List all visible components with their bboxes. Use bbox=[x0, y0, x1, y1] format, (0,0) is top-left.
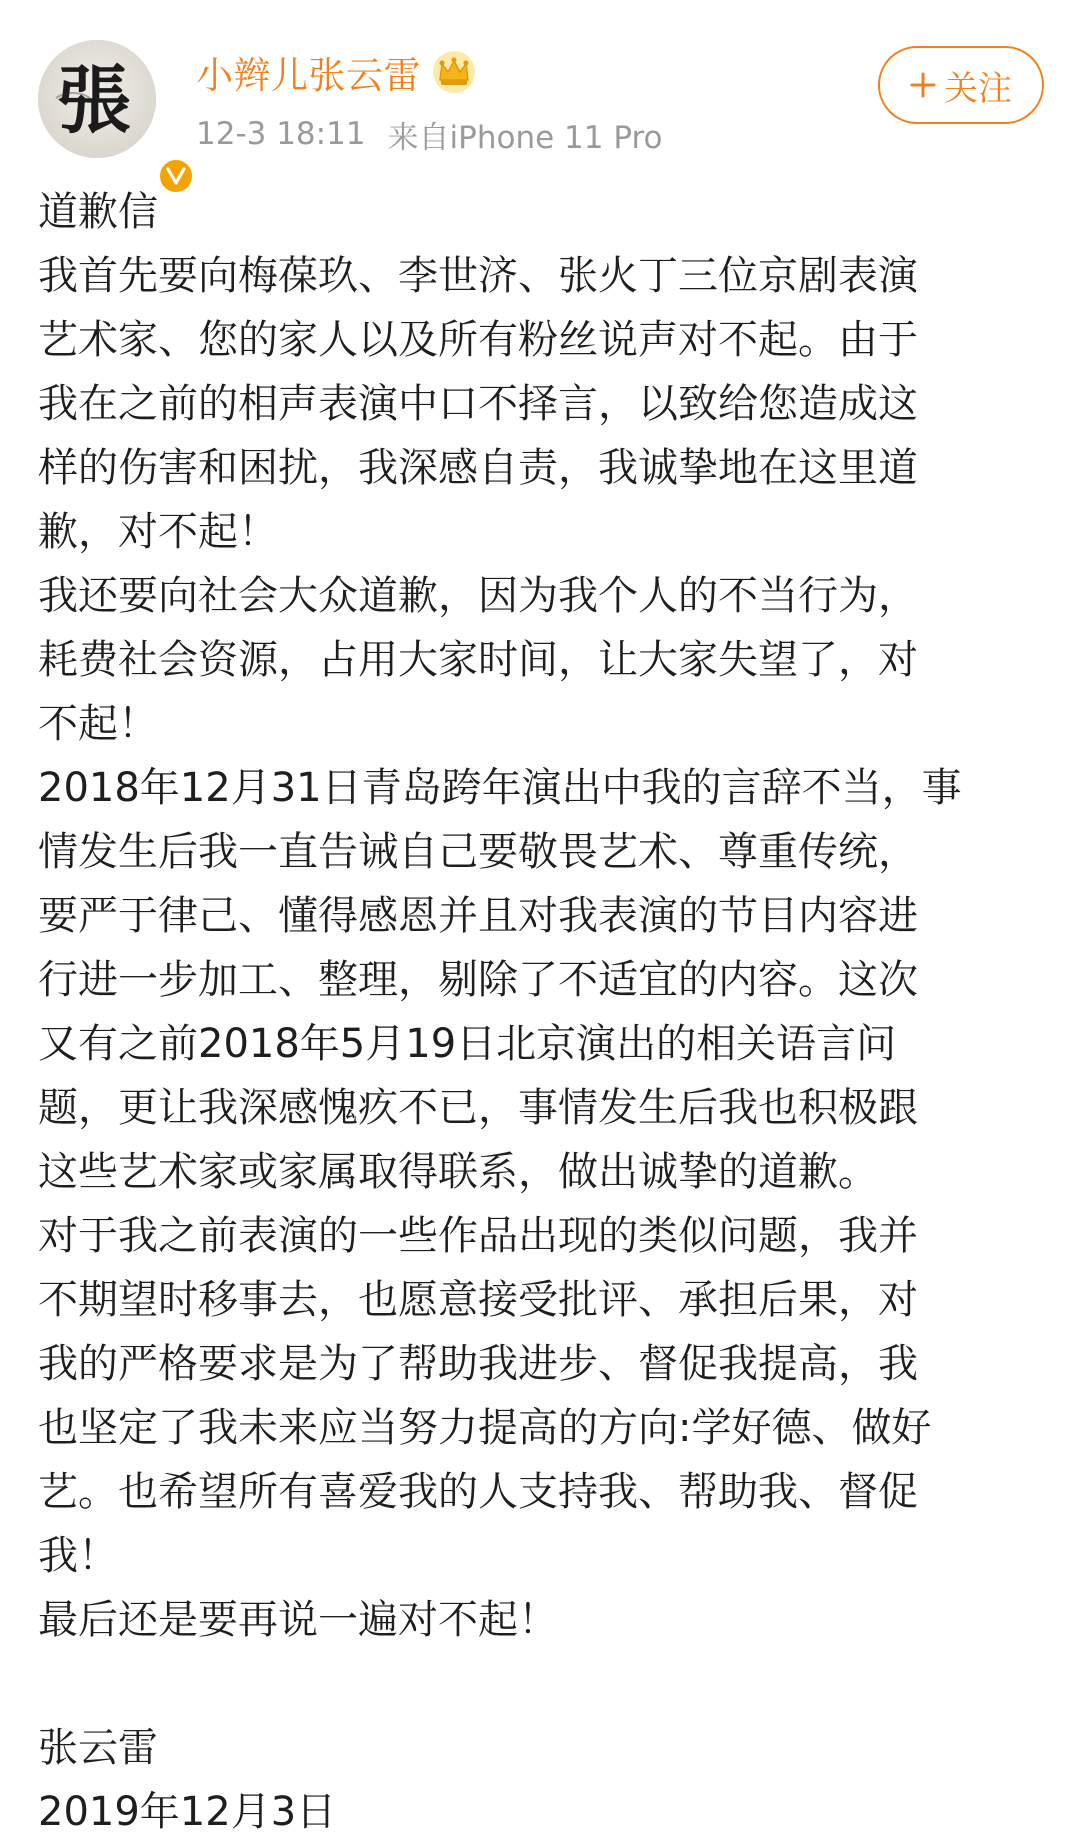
plus-icon bbox=[910, 72, 936, 98]
post-time: 12-3 18:11 bbox=[196, 116, 366, 152]
post-text-line: 也坚定了我未来应当努力提高的方向:学好德、做好 bbox=[38, 1405, 932, 1451]
post-title: 道歉信 bbox=[38, 189, 158, 235]
post-text-line: 最后还是要再说一遍对不起！ bbox=[38, 1597, 558, 1643]
post-text-line: 艺术家、您的家人以及所有粉丝说声对不起。由于 bbox=[38, 317, 918, 363]
post-source: 来自iPhone 11 Pro bbox=[387, 119, 663, 156]
post-text-line: 艺。也希望所有喜爱我的人支持我、帮助我、督促 bbox=[38, 1469, 918, 1515]
post-text-line: 情发生后我一直告诫自己要敬畏艺术、尊重传统， bbox=[38, 829, 918, 875]
signature-date: 2019年12月3日 bbox=[38, 1789, 337, 1835]
calligraphy-avatar-icon bbox=[38, 40, 156, 158]
svg-text:張: 張 bbox=[57, 58, 131, 144]
post-text-line: 不起！ bbox=[38, 701, 158, 747]
post-text-line: 我！ bbox=[38, 1533, 118, 1579]
user-name-row bbox=[196, 46, 477, 98]
blank-line bbox=[38, 1652, 1048, 1716]
post-text-line: 行进一步加工、整理，剔除了不适宜的内容。这次 bbox=[38, 957, 918, 1003]
post-meta bbox=[196, 112, 663, 156]
post-text-line: 要严于律己、懂得感恩并且对我表演的节目内容进 bbox=[38, 893, 918, 939]
post-text-line: 2018年12月31日青岛跨年演出中我的言辞不当，事 bbox=[38, 765, 962, 811]
signature-name: 张云雷 bbox=[38, 1725, 158, 1771]
post-body bbox=[38, 180, 1048, 1844]
post-text-line: 歉，对不起！ bbox=[38, 509, 278, 555]
post-text-line: 这些艺术家或家属取得联系，做出诚挚的道歉。 bbox=[38, 1149, 878, 1195]
post-text-line: 题，更让我深感愧疚不已，事情发生后我也积极跟 bbox=[38, 1085, 918, 1131]
post-text-line: 耗费社会资源，占用大家时间，让大家失望了，对 bbox=[38, 637, 918, 683]
post-text-line: 不期望时移事去，也愿意接受批评、承担后果，对 bbox=[38, 1277, 918, 1323]
post-text-line: 我的严格要求是为了帮助我进步、督促我提高，我 bbox=[38, 1341, 918, 1387]
crown-icon bbox=[431, 49, 477, 95]
post-text-line: 我首先要向梅葆玖、李世济、张火丁三位京剧表演 bbox=[38, 253, 918, 299]
post-text-line: 对于我之前表演的一些作品出现的类似问题，我并 bbox=[38, 1213, 918, 1259]
post-header bbox=[0, 0, 1080, 170]
post-text-line: 我还要向社会大众道歉，因为我个人的不当行为， bbox=[38, 573, 918, 619]
follow-button-label: 关注 bbox=[944, 68, 1012, 109]
post-text-line: 我在之前的相声表演中口不择言，以致给您造成这 bbox=[38, 381, 918, 427]
post-text-line: 样的伤害和困扰，我深感自责，我诚挚地在这里道 bbox=[38, 445, 918, 491]
post-text-line: 又有之前2018年5月19日北京演出的相关语言问 bbox=[38, 1021, 897, 1067]
avatar[interactable] bbox=[38, 40, 156, 158]
user-name[interactable]: 小辫儿张云雷 bbox=[196, 54, 421, 97]
follow-button[interactable] bbox=[878, 46, 1044, 124]
